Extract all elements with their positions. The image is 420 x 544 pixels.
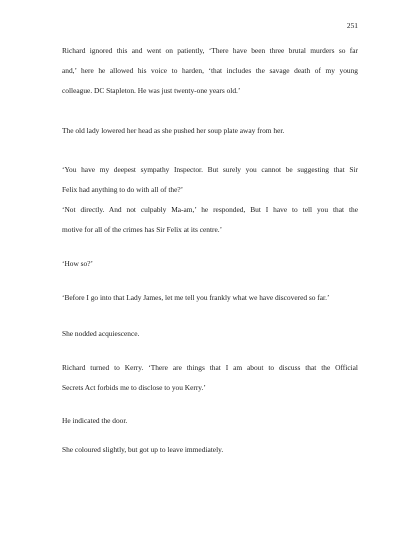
paragraph-4 <box>62 200 358 240</box>
paragraph-line: ‘You have my deepest sympathy Inspector. But surely you cannot be suggesting that Sir <box>62 165 358 174</box>
paragraph-line: and,’ here he allowed his voice to harden, ‘that includes the savage death of my young <box>62 66 358 75</box>
paragraph-8 <box>62 358 358 398</box>
paragraph-3 <box>62 160 358 200</box>
paragraph-line: She coloured slightly, but got up to leave immediately. <box>62 445 224 454</box>
paragraph-line: ‘Before I go into that Lady James, let me tell you frankly what we have discovered so far.’ <box>62 293 330 302</box>
paragraph-line: motive for all of the crimes has Sir Felix at its centre.’ <box>62 225 223 234</box>
paragraph-line: ‘Not directly. And not culpably Ma-am,’ he responded, But I have to tell you that the <box>62 205 358 214</box>
paragraph-line: Secrets Act forbids me to disclose to you Kerry.’ <box>62 383 206 392</box>
paragraph-6 <box>62 288 358 308</box>
paragraph-line: Richard ignored this and went on patiently, ‘There have been three brutal murders so far <box>62 46 358 55</box>
paragraph-1 <box>62 41 358 101</box>
page-number: 251 <box>346 21 358 30</box>
paragraph-5 <box>62 254 358 274</box>
paragraph-10 <box>62 440 358 460</box>
paragraph-line: colleague. DC Stapleton. He was just twenty-one years old.’ <box>62 86 241 95</box>
paragraph-line: She nodded acquiescence. <box>62 329 140 338</box>
paragraph-9 <box>62 411 358 431</box>
paragraph-7 <box>62 324 358 344</box>
paragraph-line: He indicated the door. <box>62 416 128 425</box>
paragraph-line: ‘How so?’ <box>62 259 93 268</box>
paragraph-line: Richard turned to Kerry. ‘There are things that I am about to discuss that the Official <box>62 363 358 372</box>
paragraph-line: Felix had anything to do with all of the?’ <box>62 185 184 194</box>
paragraph-line: The old lady lowered her head as she pushed her soup plate away from her. <box>62 126 285 135</box>
paragraph-2 <box>62 121 358 141</box>
